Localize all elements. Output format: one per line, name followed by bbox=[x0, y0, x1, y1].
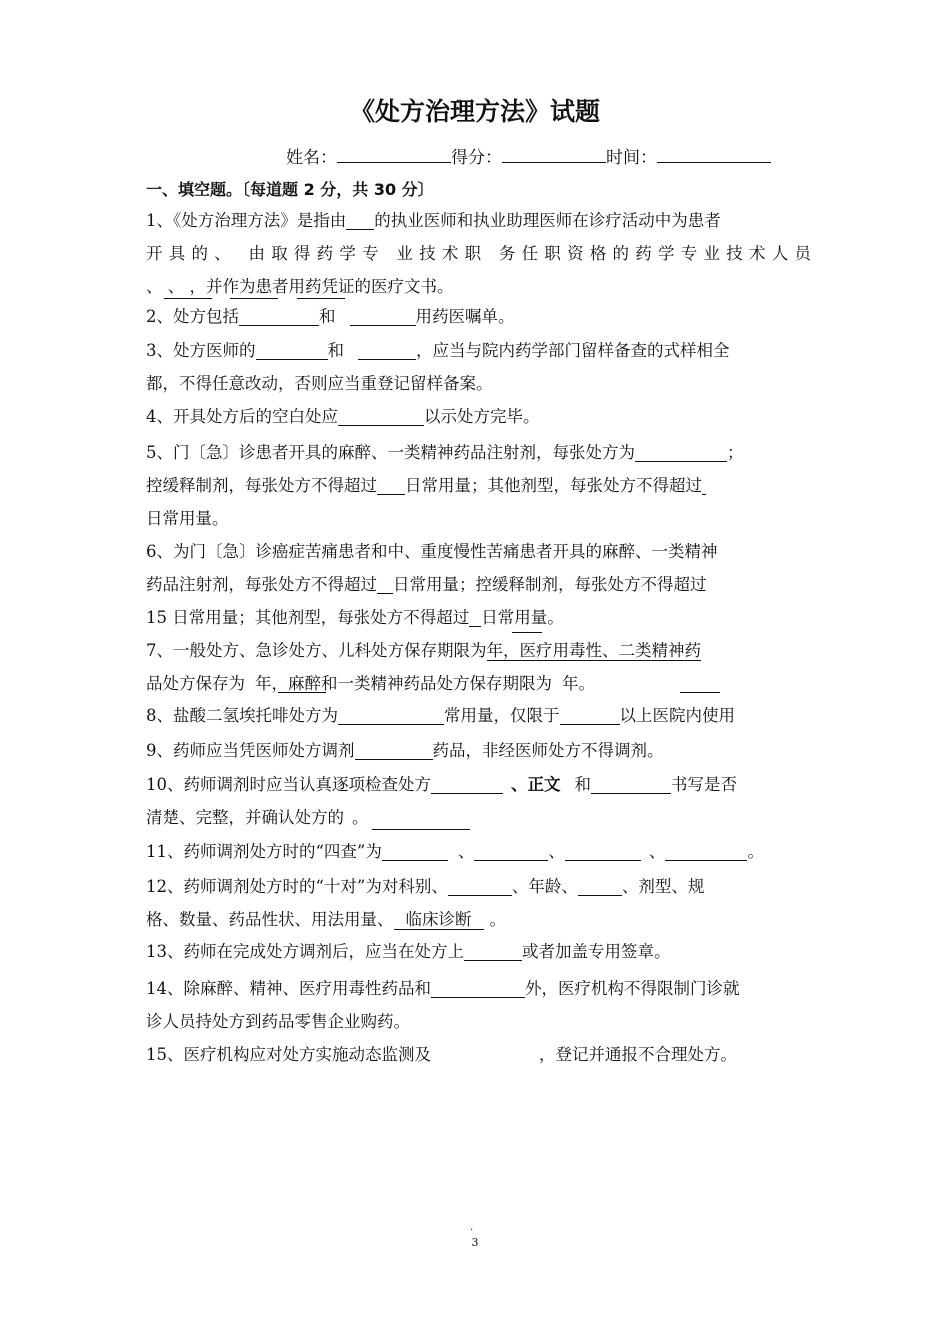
q13-blank[interactable] bbox=[464, 940, 522, 961]
q8-blank-2[interactable] bbox=[560, 704, 620, 725]
q12-blank-1[interactable] bbox=[448, 875, 512, 896]
footer-dot: . bbox=[470, 1222, 474, 1233]
q1-blank-1[interactable] bbox=[346, 209, 374, 230]
q11-blank-2[interactable] bbox=[474, 840, 548, 861]
q11-blank-1[interactable] bbox=[382, 840, 448, 861]
q3-blank-2[interactable] bbox=[358, 339, 416, 360]
q2-blank-1[interactable] bbox=[239, 305, 319, 326]
q6-blank-1[interactable] bbox=[377, 573, 393, 594]
document-title: 《处方治理方法》试题 bbox=[349, 97, 600, 126]
q10-blank-3[interactable] bbox=[372, 829, 470, 830]
question-7: 7、一般处方、急诊处方、儿科处方保存期限为年，医疗用毒性、二类精神药 品处方保存为 年，麻醉和一类精神药品处方保存期限为 年。 bbox=[146, 641, 701, 693]
question-11: 11、药师调剂处方时的“四查”为 、 、 、 。 bbox=[146, 842, 764, 861]
score-label: 得分： bbox=[451, 148, 502, 168]
q10-blank-1[interactable] bbox=[431, 773, 503, 794]
q10-blank-2[interactable] bbox=[591, 773, 671, 794]
question-9: 9、药师应当凭医师处方调剂 药品，非经医师处方不得调剂。 bbox=[146, 741, 664, 760]
q1-line-1: 1、《处方治理方法》是指由 的执业医师和执业助理医师在诊疗活动中为患者 bbox=[146, 211, 721, 230]
question-8: 8、盐酸二氢埃托啡处方为 常用量，仅限于 以上医院内使用 bbox=[146, 706, 735, 725]
q7-blank-1[interactable]: 年，医疗用毒性、二类精神药 bbox=[486, 641, 701, 660]
question-14: 14、除麻醉、精神、医疗用毒性药品和 外，医疗机构不得限制门诊就 诊人员持处方到药品零售企业购药。 bbox=[146, 979, 740, 1031]
q8-blank-1[interactable] bbox=[338, 704, 444, 725]
q1-blank-3[interactable] bbox=[230, 298, 278, 299]
q5-blank-3[interactable] bbox=[702, 474, 706, 495]
q11-blank-4[interactable] bbox=[665, 840, 747, 861]
question-2: 2、处方包括 和 用药医嘱单。 bbox=[146, 307, 515, 326]
section-heading: 一、填空题。〔每道题 2 分，共 30 分〕 bbox=[146, 180, 434, 199]
time-field[interactable] bbox=[657, 144, 771, 163]
time-label: 时间： bbox=[606, 148, 657, 168]
question-5: 5、门〔急〕诊患者开具的麻醉、一类精神药品注射剂，每张处方为 ； 控缓释制剂，每张处方不得超过 日常用量；其他剂型，每张处方不得超过 日常用量。 bbox=[146, 443, 744, 528]
page-number: 3 bbox=[471, 1236, 479, 1249]
score-field[interactable] bbox=[502, 144, 606, 163]
q1-blank-2[interactable] bbox=[164, 298, 212, 299]
q5-blank-1[interactable] bbox=[635, 441, 727, 462]
question-3: 3、处方医师的 和 ，应当与院内药学部门留样备查的式样相全 都，不得任意改动，否则应当重登记留样备案。 bbox=[146, 341, 730, 393]
question-6: 6、为门〔急〕诊癌症苦痛患者和中、重度慢性苦痛患者开具的麻醉、一类精神 药品注射剂，每张处方不得超过 日常用量；控缓释制剂，每张处方不得超过 15 日常用量；其他剂型，每张处方不得超过 日常用量。 bbox=[146, 542, 718, 627]
q1-line-2: 开具的、 由取得药学专 业技术职 务任职资格的药学专业技术人员 bbox=[146, 244, 811, 263]
q3-blank-1[interactable] bbox=[256, 339, 328, 360]
question-10: 10、药师调剂时应当认真逐项检查处方 、正文 和 书写是否 清楚、完整，并确认处方的 。 bbox=[146, 775, 737, 827]
question-4: 4、开具处方后的空白处应 以示处方完毕。 bbox=[146, 407, 540, 426]
q5-blank-2[interactable] bbox=[377, 474, 405, 495]
q14-blank[interactable] bbox=[431, 977, 525, 998]
q9-blank[interactable] bbox=[355, 739, 433, 760]
q7-blank-2[interactable] bbox=[278, 692, 326, 693]
question-12: 12、药师调剂处方时的“十对”为对科别、 、年龄、 、剂型、规 格、数量、药品性状、用法用量、 临床诊断 。 bbox=[146, 877, 705, 929]
name-label: 姓名： bbox=[286, 148, 337, 168]
q12-blank-3[interactable]: 临床诊断 bbox=[394, 910, 484, 930]
question-13: 13、药师在完成处方调剂后，应当在处方上 或者加盖专用签章。 bbox=[146, 942, 671, 961]
q11-blank-3[interactable] bbox=[565, 840, 641, 861]
q6-blank-2[interactable] bbox=[469, 606, 481, 627]
question-15: 15、医疗机构应对处方实施动态监测及 ，登记并通报不合理处方。 bbox=[146, 1045, 737, 1064]
q1-blank-4[interactable] bbox=[297, 298, 345, 299]
q12-blank-2[interactable] bbox=[578, 875, 622, 896]
q7-blank-top[interactable] bbox=[512, 632, 542, 633]
q1-line-3: 、 、 ，并作为患者用药凭证的医疗文书。 bbox=[146, 277, 454, 296]
info-line bbox=[286, 143, 771, 168]
q4-blank[interactable] bbox=[338, 405, 424, 426]
question-1 bbox=[146, 204, 811, 303]
q2-blank-2[interactable] bbox=[350, 305, 416, 326]
name-field[interactable] bbox=[337, 144, 451, 163]
q7-blank-3[interactable] bbox=[680, 692, 720, 693]
